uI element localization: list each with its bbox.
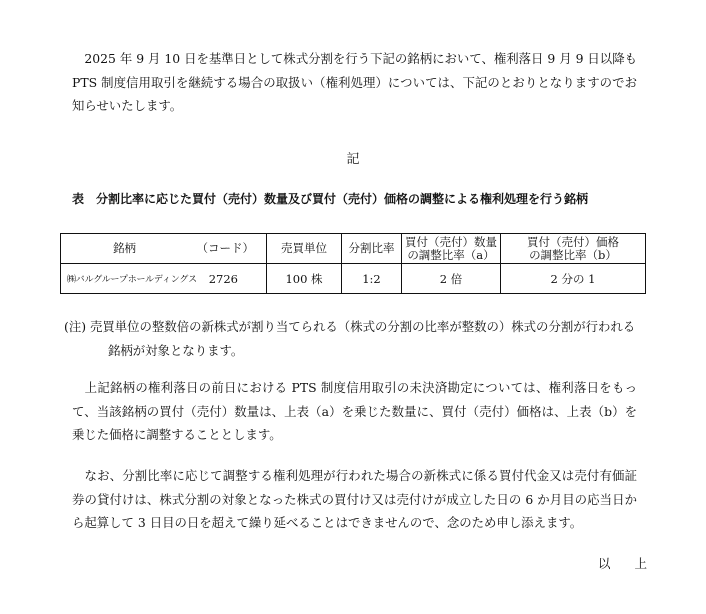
lending-text: なお、分割比率に応じて調整する権利処理が行われた場合の新株式に係る買付代金又は売付有価証券の貸付けは、株式分割の対象となった株式の買付け又は売付けが成立した日の 6 か月目の応当日から起算して 3 日目の日を超えて繰り延べることはできませんので、念のため申し添えます。 <box>72 468 637 530</box>
header-name-code <box>61 234 267 264</box>
header-code: （コード） <box>196 241 254 255</box>
row-ratio: 1:2 <box>342 264 402 294</box>
row-qty-ratio: 2 倍 <box>402 264 501 294</box>
row-code: 2726 <box>208 271 238 286</box>
header-name: 銘柄 <box>113 241 136 255</box>
note-line2: 銘柄が対象となります。 <box>108 342 244 358</box>
table-row <box>61 264 646 294</box>
table-header-row <box>61 234 646 264</box>
header-ratio: 分割比率 <box>342 234 402 264</box>
header-price-ratio <box>501 234 646 264</box>
intro-text: 2025 年 9 月 10 日を基準日として株式分割を行う下記の銘柄において、権利落日 9 月 9 日以降も PTS 制度信用取引を継続する場合の取扱い（権利処理）については、下記のとおりとなりますのでお知らせいたします。 <box>72 51 637 113</box>
closing-text: 以上 <box>598 556 672 571</box>
header-unit: 売買単位 <box>267 234 342 264</box>
row-name-code <box>61 264 267 294</box>
header-qty-line2: の調整比率（a） <box>407 247 495 262</box>
note-line1: (注) 売買単位の整数倍の新株式が割り当てられる（株式の分割の比率が整数の）株式の分割が行われる <box>64 319 636 334</box>
header-qty-ratio <box>402 234 501 264</box>
row-price-ratio: 2 分の 1 <box>501 264 646 294</box>
row-name: ㈱バルグループホールディングス <box>67 274 197 285</box>
header-price-line2: の調整比率（b） <box>529 247 617 262</box>
intro-paragraph <box>72 47 637 118</box>
ki-heading: 記 <box>346 152 360 167</box>
adjust-paragraph <box>72 376 637 447</box>
table-title: 表 分割比率に応じた買付（売付）数量及び買付（売付）価格の調整による権利処理を行う銘柄 <box>72 192 589 206</box>
header-qty-line1: 買付（売付）数量 <box>405 234 497 249</box>
lending-paragraph <box>72 464 637 535</box>
note <box>64 315 644 362</box>
adjustment-table <box>60 233 646 294</box>
adjust-text: 上記銘柄の権利落日の前日における PTS 制度信用取引の未決済勘定については、権利落日をもって、当該銘柄の買付（売付）数量は、上表（a）を乗じた数量に、買付（売付）価格は、上表（b）を乗じた価格に調整することとします。 <box>72 380 637 442</box>
row-unit: 100 株 <box>267 264 342 294</box>
header-price-line1: 買付（売付）価格 <box>527 234 619 249</box>
